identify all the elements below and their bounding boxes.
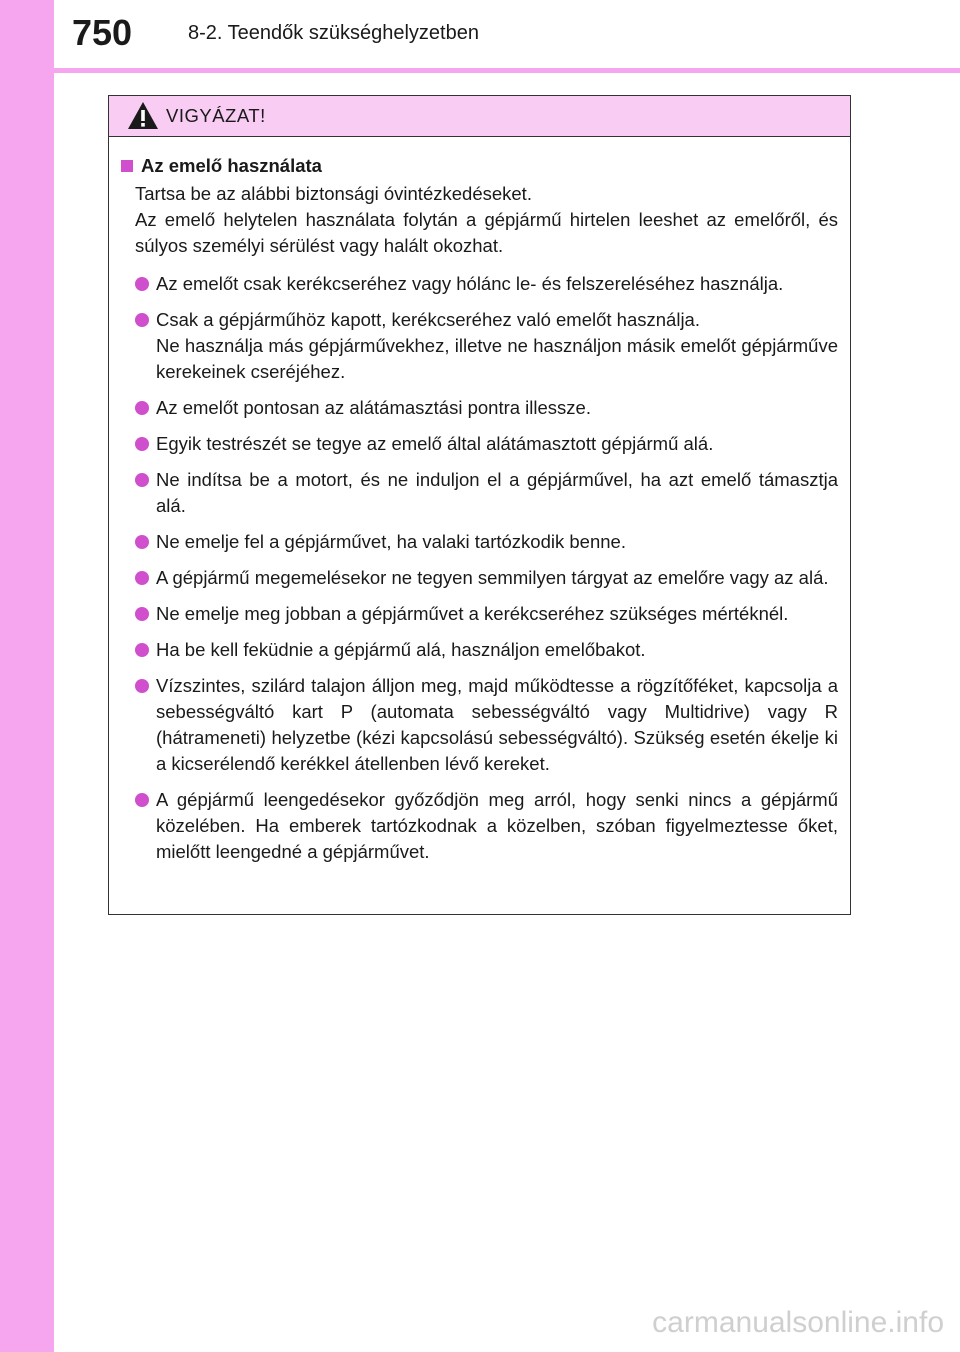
caution-title: VIGYÁZAT! bbox=[166, 105, 266, 126]
list-item-text: Az emelőt csak kerékcseréhez vagy hólánc le- és felszereléséhez használja. bbox=[156, 273, 784, 294]
bullet-dot-icon bbox=[135, 535, 149, 549]
list-item-text: Vízszintes, szilárd talajon álljon meg, majd működtesse a rögzítőféket, kapcsolja a sebességváltó kart P (automata sebességváltó vagy Multidrive) vagy R (hátrameneti) helyzetbe (kézi kapcsolású sebességváltó). Szükség esetén ékelje ki a kicserélendő kerékkel átellenben lévő kereket. bbox=[156, 675, 838, 774]
section-title: 8-2. Teendők szükséghelyzetben bbox=[188, 22, 479, 44]
caution-header bbox=[109, 96, 850, 137]
list-item-text: Ne indítsa be a motort, és ne induljon el a gépjárművel, ha azt emelő támasztja alá. bbox=[156, 469, 838, 516]
bullet-dot-icon bbox=[135, 571, 149, 585]
list-item-text: Csak a gépjárműhöz kapott, kerékcseréhez való emelőt használja. bbox=[156, 309, 700, 330]
bullet-dot-icon bbox=[135, 607, 149, 621]
bullet-dot-icon bbox=[135, 277, 149, 291]
list-item-text: Ne emelje meg jobban a gépjárművet a kerékcseréhez szükséges mértéknél. bbox=[156, 603, 789, 624]
sub-heading bbox=[121, 153, 838, 179]
list-item bbox=[135, 673, 838, 777]
list-item bbox=[135, 271, 838, 297]
bullet-dot-icon bbox=[135, 401, 149, 415]
bullet-dot-icon bbox=[135, 793, 149, 807]
list-item-extra: Ne használja más gépjárművekhez, illetve ne használjon másik emelőt gépjárműve kerekeinek cseréjéhez. bbox=[156, 335, 838, 382]
list-item-text: Ha be kell feküdnie a gépjármű alá, használjon emelőbakot. bbox=[156, 639, 646, 660]
list-item bbox=[135, 601, 838, 627]
list-item bbox=[135, 787, 838, 865]
list-item bbox=[135, 307, 838, 385]
list-item-text: A gépjármű megemelésekor ne tegyen semmilyen tárgyat az emelőre vagy az alá. bbox=[156, 567, 829, 588]
caution-body bbox=[109, 137, 850, 865]
square-bullet-icon bbox=[121, 160, 133, 172]
bullet-dot-icon bbox=[135, 643, 149, 657]
warning-triangle-icon bbox=[127, 101, 159, 131]
list-item bbox=[135, 565, 838, 591]
watermark[interactable]: carmanualsonline.info bbox=[652, 1306, 944, 1339]
list-item bbox=[135, 395, 838, 421]
list-item bbox=[135, 637, 838, 663]
bullet-dot-icon bbox=[135, 473, 149, 487]
sub-heading-text: Az emelő használata bbox=[141, 155, 322, 176]
list-item bbox=[135, 529, 838, 555]
bullet-dot-icon bbox=[135, 437, 149, 451]
list-item-text: Egyik testrészét se tegye az emelő által alátámasztott gépjármű alá. bbox=[156, 433, 714, 454]
bullet-dot-icon bbox=[135, 679, 149, 693]
list-item bbox=[135, 431, 838, 457]
list-item bbox=[135, 467, 838, 519]
list-item-text: Az emelőt pontosan az alátámasztási pontra illessze. bbox=[156, 397, 591, 418]
list-item-text: Ne emelje fel a gépjárművet, ha valaki tartózkodik benne. bbox=[156, 531, 626, 552]
caution-box bbox=[108, 95, 851, 915]
list-item-text: A gépjármű leengedésekor győződjön meg arról, hogy senki nincs a gépjármű közelében. Ha emberek tartózkodnak a közelben, szóban figyelmeztesse őket, mielőtt leengedné a gépjárművet. bbox=[156, 789, 838, 862]
precaution-list bbox=[121, 271, 838, 865]
intro-line: Az emelő helytelen használata folytán a gépjármű hirtelen leeshet az emelőről, és súlyos személyi sérülést vagy halált okozhat. bbox=[135, 209, 838, 256]
intro-line: Tartsa be az alábbi biztonsági óvintézkedéseket. bbox=[135, 183, 532, 204]
bullet-dot-icon bbox=[135, 313, 149, 327]
intro-paragraph bbox=[121, 181, 838, 259]
chapter-side-tab bbox=[0, 0, 54, 1352]
page-number: 750 bbox=[72, 12, 133, 53]
header-rule bbox=[54, 68, 960, 73]
